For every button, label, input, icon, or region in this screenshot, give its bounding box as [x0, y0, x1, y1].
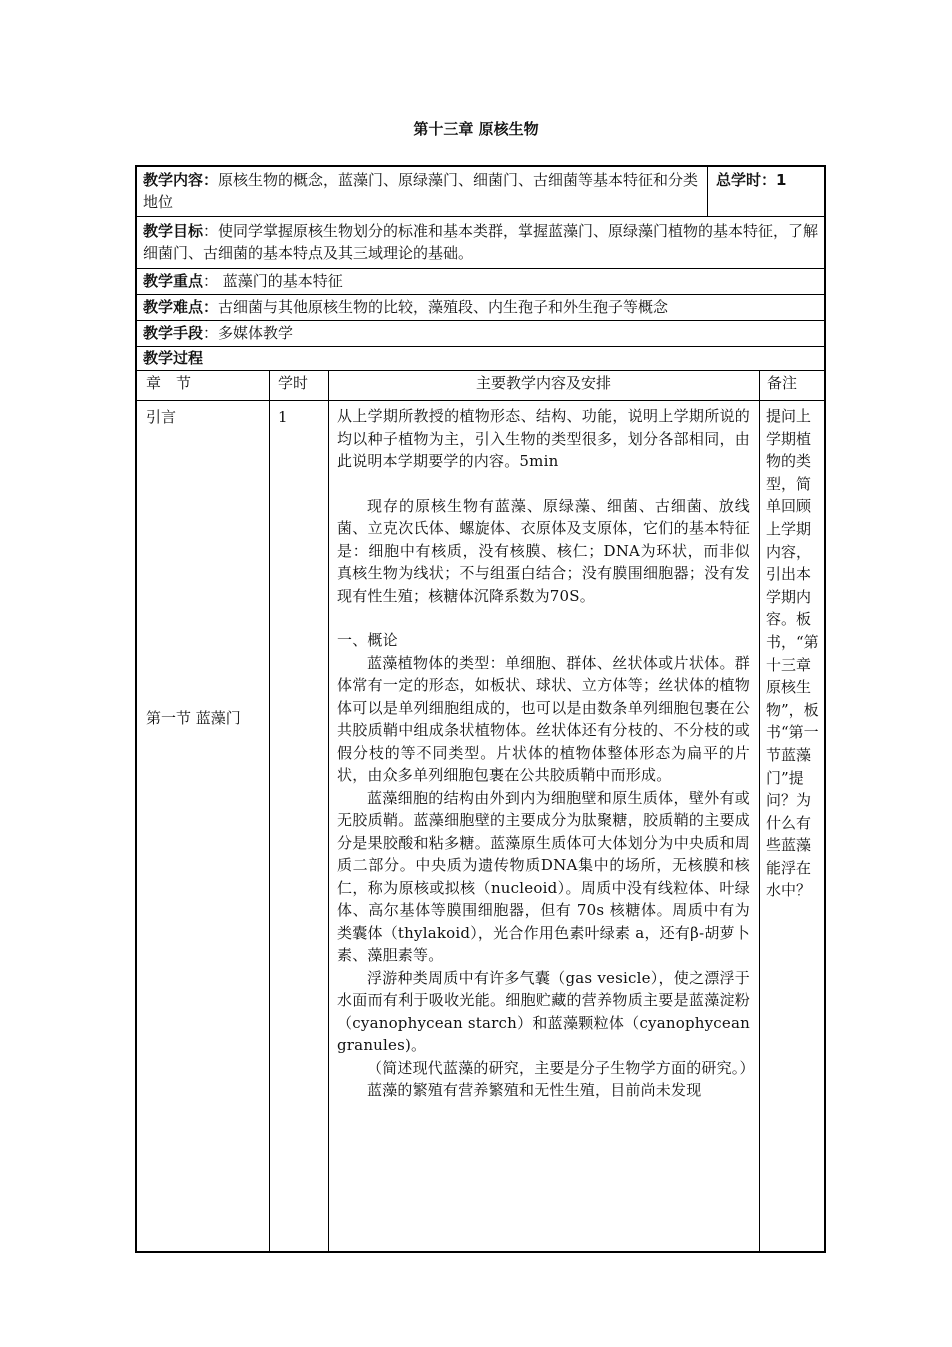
reproduction-paragraph: 蓝藻的繁殖有营养繁殖和无性生殖，目前尚未发现	[367, 1081, 702, 1099]
section-intro-hours: 1	[278, 408, 288, 426]
header-remarks: 备注	[767, 374, 798, 392]
column-divider	[707, 165, 708, 216]
key-point-cell	[143, 270, 821, 292]
row-divider	[135, 346, 826, 347]
teaching-content-text: 原核生物的概念，蓝藻门、原绿藻门、细菌门、古细菌等基本特征和分类地位	[143, 171, 699, 211]
modern-research-paragraph: （简述现代蓝藻的研究，主要是分子生物学方面的研究。）	[367, 1058, 755, 1077]
section-heading-overview: 一、概论	[337, 631, 398, 649]
total-hours-label: 总学时：	[716, 171, 777, 189]
header-content: 主要教学内容及安排	[475, 374, 611, 392]
teaching-means-cell	[143, 322, 821, 344]
page-title: 第十三章 原核生物	[413, 120, 539, 138]
intro-paragraph: 从上学期所教授的植物形态、结构、功能，说明上学期所说的均以种子植物为主，引入生物的类型很多，划分各部相同，由此说明本学期要学的内容。5min	[337, 407, 750, 470]
column-divider	[328, 370, 329, 1253]
row-divider	[135, 400, 826, 401]
remarks-text: 提问上学期植物的类型，简单回顾上学期内容，引出本学期内容。板书，“第十三章原核生物”，板书“第一节蓝藻门”提问？为什么有些蓝藻能浮在水中？	[766, 407, 819, 900]
key-point-text: ： 蓝藻门的基本特征	[203, 272, 343, 290]
row-divider	[135, 216, 826, 217]
key-point-label: 教学重点	[143, 272, 204, 290]
teaching-means-label: 教学手段	[143, 324, 204, 342]
total-hours-value: 1	[776, 171, 787, 189]
column-divider	[269, 370, 270, 1253]
row-divider	[135, 294, 826, 295]
row-divider	[135, 370, 826, 371]
main-content	[337, 405, 755, 1102]
row-divider	[135, 320, 826, 321]
difficulty-cell	[143, 296, 821, 318]
teaching-goal-text: ：使同学掌握原核生物划分的标准和基本类群，掌握蓝藻门、原绿藻门植物的基本特征，了解细菌门、古细菌的基本特点及其三域理论的基础。	[143, 222, 819, 262]
teaching-goal-label: 教学目标	[143, 222, 204, 240]
gas-vesicle-paragraph: 浮游种类周质中有许多气囊（gas vesicle），使之漂浮于水面而有利于吸收光能。细胞贮藏的营养物质主要是蓝藻淀粉（cyanophycean starch）和蓝藻颗粒体（cyanophycean granules)。	[337, 968, 750, 1054]
teaching-means-text: ：多媒体教学	[203, 324, 294, 342]
teaching-content-cell	[143, 169, 703, 213]
section-intro-name: 引言	[146, 408, 177, 426]
section-one-name: 第一节 蓝藻门	[146, 709, 241, 727]
teaching-content-label: 教学内容：	[143, 171, 219, 189]
overview-paragraph: 现存的原核生物有蓝藻、原绿藻、细菌、古细菌、放线菌、立克次氏体、螺旋体、衣原体及支原体，它们的基本特征是：细胞中有核质，没有核膜、核仁；DNA为环状，而非似真核生物为线状；不与组蛋白结合；没有膜围细胞器；没有发现有性生殖；核糖体沉降系数为70S。	[337, 496, 750, 605]
teaching-goal-cell	[143, 220, 821, 264]
header-chapter: 章 节	[146, 374, 192, 392]
plant-body-paragraph: 蓝藻植物体的类型：单细胞、群体、丝状体或片状体。群体常有一定的形态，如板状、球状、立方体等；丝状体的植物体可以是单列细胞组成的，也可以是由数条单列细胞包裹在公共胶质鞘中组成条状植物体。丝状体还有分枝的、不分枝的或假分枝的等不同类型。片状体的植物体整体形态为扁平的片状，由众多单列细胞包裹在公共胶质鞘中而形成。	[337, 653, 750, 784]
difficulty-text: 古细菌与其他原核生物的比较，藻殖段、内生孢子和外生孢子等概念	[218, 298, 669, 316]
header-hours: 学时	[278, 374, 309, 392]
row-divider	[135, 268, 826, 269]
difficulty-label: 教学难点：	[143, 298, 219, 316]
teaching-process-heading: 教学过程	[143, 349, 204, 367]
column-divider	[759, 370, 760, 1253]
total-hours-cell	[716, 169, 820, 191]
cell-structure-paragraph: 蓝藻细胞的结构由外到内为细胞壁和原生质体，壁外有或无胶质鞘。蓝藻细胞壁的主要成分为肽聚糖，胶质鞘的主要成分是果胶酸和粘多糖。蓝藻原生质体可大体划分为中央质和周质二部分。中央质为遗传物质DNA集中的场所，无核膜和核仁，称为原核或拟核（nucleoid）。周质中没有线粒体、叶绿体、高尔基体等膜围细胞器，但有 70s 核糖体。周质中有为类囊体（thylakoid），光合作用色素叶绿素 a，还有β-胡萝卜素、藻胆素等。	[337, 788, 750, 964]
